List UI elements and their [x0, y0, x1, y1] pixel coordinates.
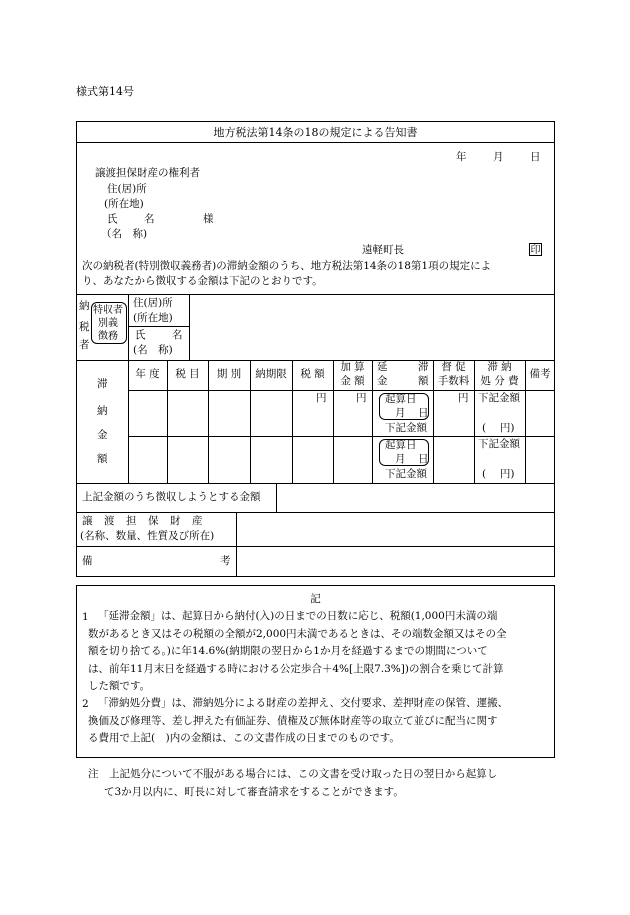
- row1-reckon-start: 起算日: [385, 393, 417, 405]
- recipient-name-alt: （名 称): [101, 228, 148, 240]
- arrears-side-1: 滞: [97, 378, 108, 390]
- form-title: 地方税法第14条の18の規定による告知書: [213, 126, 418, 139]
- arrears-side-3: 金: [97, 429, 108, 441]
- arrears-header-divider: [128, 390, 555, 391]
- note2-line-1: 「滞納処分費」は、滞納処分による財産の差押え、交付要求、差押財産の保管、運搬、: [98, 697, 509, 709]
- taxpayer-label-left3: 者: [79, 339, 90, 351]
- arrears-side-2: 納: [97, 405, 108, 417]
- date-day: 日: [530, 151, 541, 163]
- header-cost-2: 処 分 費: [480, 375, 519, 387]
- note1-line-2: 数があるとき又はその税額の全額が2,000円未満であるときは、その端数金額又はその全: [88, 627, 507, 640]
- remarks-label-a: 備: [82, 555, 93, 567]
- taxpayer-address-label: 住(居)所: [133, 297, 173, 309]
- header-delay-3: 金: [377, 375, 388, 387]
- row1-cost-paren: ( 円): [482, 422, 515, 434]
- recipient-name-label-b: 名: [144, 213, 155, 225]
- row2-cost-below: 下記金額: [478, 438, 520, 450]
- intro-divider: [76, 294, 555, 295]
- note1-line-3: 額を切り捨てる。)に年14.6%(納期限の翌日から1か月を経過するまでの期間について: [88, 645, 488, 657]
- header-remarks: 備考: [529, 368, 551, 380]
- taxpayer-bottom-divider: [76, 360, 555, 361]
- recipient-address-label: 住(居)所: [107, 183, 147, 195]
- recipient-honorific: 様: [203, 213, 214, 225]
- taxpayer-label-divider: [128, 294, 129, 360]
- header-fee-1: 督 促: [441, 361, 466, 373]
- footnote-line-2: て3か月以内に、町長に対して審査請求をすることができます。: [104, 786, 404, 798]
- arrears-row-divider: [128, 436, 555, 437]
- title-divider: [76, 142, 555, 143]
- row2-reckon-start: 起算日: [385, 439, 417, 451]
- taxpayer-inner-divider: [128, 326, 189, 327]
- header-year: 年 度: [135, 368, 160, 380]
- header-add-2: 金 額: [340, 375, 365, 387]
- header-tax-amount: 税 額: [300, 368, 325, 380]
- taxpayer-name-label-b: 名: [172, 329, 183, 341]
- intro-line-2: り、あなたから徴収する金額は下記のとおりです。: [82, 275, 323, 287]
- row2-reckon-day: 日: [418, 453, 429, 465]
- row1-tax-yen: 円: [316, 392, 327, 404]
- taxpayer-label-top: 納: [79, 300, 90, 312]
- recipient-address-alt: (所在地): [104, 198, 144, 210]
- note2-line-3: る費用で上記( )内の金額は、この文書作成の日までのものです。: [88, 732, 400, 744]
- header-tax-item: 税 目: [175, 368, 200, 380]
- header-delay-1: 延: [377, 361, 388, 373]
- property-bottom-divider: [76, 546, 555, 547]
- taxpayer-role-1: 特収者: [93, 305, 123, 316]
- row2-delay-below: 下記金額: [385, 468, 427, 480]
- intro-line-1: 次の納税者(特別徴収義務者)の滞納金額のうち、地方税法第14条の18第1項の規定によ: [82, 260, 492, 272]
- recipient-heading: 譲渡担保財産の権利者: [95, 167, 200, 179]
- taxpayer-field-divider: [189, 294, 190, 360]
- header-delay-2: 滞: [418, 361, 429, 373]
- note1-line-4: は、前年11月末日を経過する時における公定歩合＋4%[上限7.3%])の割合を乗じて計算: [88, 662, 504, 675]
- header-delay-4: 額: [418, 375, 429, 387]
- property-divider: [236, 512, 237, 577]
- date-month: 月: [493, 151, 504, 163]
- taxpayer-label-left2: 税: [79, 321, 90, 333]
- row2-reckon-month: 月: [395, 453, 406, 465]
- remarks-label-b: 考: [220, 555, 231, 567]
- recipient-name-label-a: 氏: [107, 213, 118, 225]
- arrears-bottom-divider: [76, 483, 555, 484]
- header-deadline: 納期限: [255, 368, 287, 380]
- taxpayer-role-3: 徴務: [98, 331, 118, 342]
- collect-bottom-divider: [76, 512, 555, 513]
- collect-amount-label: 上記金額のうち徴収しようとする金額: [82, 491, 261, 503]
- collect-divider: [276, 483, 277, 512]
- date-year: 年: [456, 151, 467, 163]
- header-add-1: 加 算: [340, 361, 365, 373]
- footnote-line-1: 注 上記処分について不服がある場合には、この文書を受け取った日の翌日から起算し: [88, 768, 498, 780]
- notes-heading: 記: [310, 593, 321, 605]
- row1-reckon-day: 日: [418, 407, 429, 419]
- header-fee-2: 手数料: [437, 375, 470, 387]
- taxpayer-role-2: 別義: [98, 318, 118, 329]
- col-div-6: [372, 360, 373, 483]
- property-label: 譲 渡 担 保 財 産: [82, 515, 203, 527]
- note1-line-1: 「延滞金額」は、起算日から納付(入)の日までの日数に応じ、税額(1,000円未満の端: [98, 610, 498, 622]
- row2-cost-paren: ( 円): [482, 468, 515, 480]
- row1-delay-below: 下記金額: [385, 422, 427, 434]
- note2-number: 2: [82, 698, 89, 710]
- row1-add-yen: 円: [356, 392, 367, 404]
- official-seal: 印: [530, 245, 541, 256]
- note2-line-2: 換価及び修理等、差し押えた有価証券、債権及び無体財産等の取立て並びに配当に関す: [88, 714, 498, 727]
- note1-number: 1: [82, 611, 89, 623]
- row1-cost-below: 下記金額: [478, 392, 520, 404]
- issuer-name: 遠軽町長: [362, 244, 404, 256]
- note1-line-5: した額です。: [88, 680, 151, 692]
- form-number: 様式第14号: [76, 85, 134, 98]
- taxpayer-name-label-a: 氏: [135, 329, 146, 341]
- row1-fee-yen: 円: [458, 392, 469, 404]
- taxpayer-address-alt: (所在地): [133, 312, 173, 324]
- property-sub: (名称、数量、性質及び所在): [80, 530, 215, 542]
- arrears-side-4: 額: [97, 453, 108, 465]
- row1-reckon-month: 月: [395, 407, 406, 419]
- header-period: 期 別: [216, 368, 242, 380]
- header-cost-1: 滞 納: [487, 361, 512, 373]
- taxpayer-name-alt: (名 称): [133, 344, 173, 356]
